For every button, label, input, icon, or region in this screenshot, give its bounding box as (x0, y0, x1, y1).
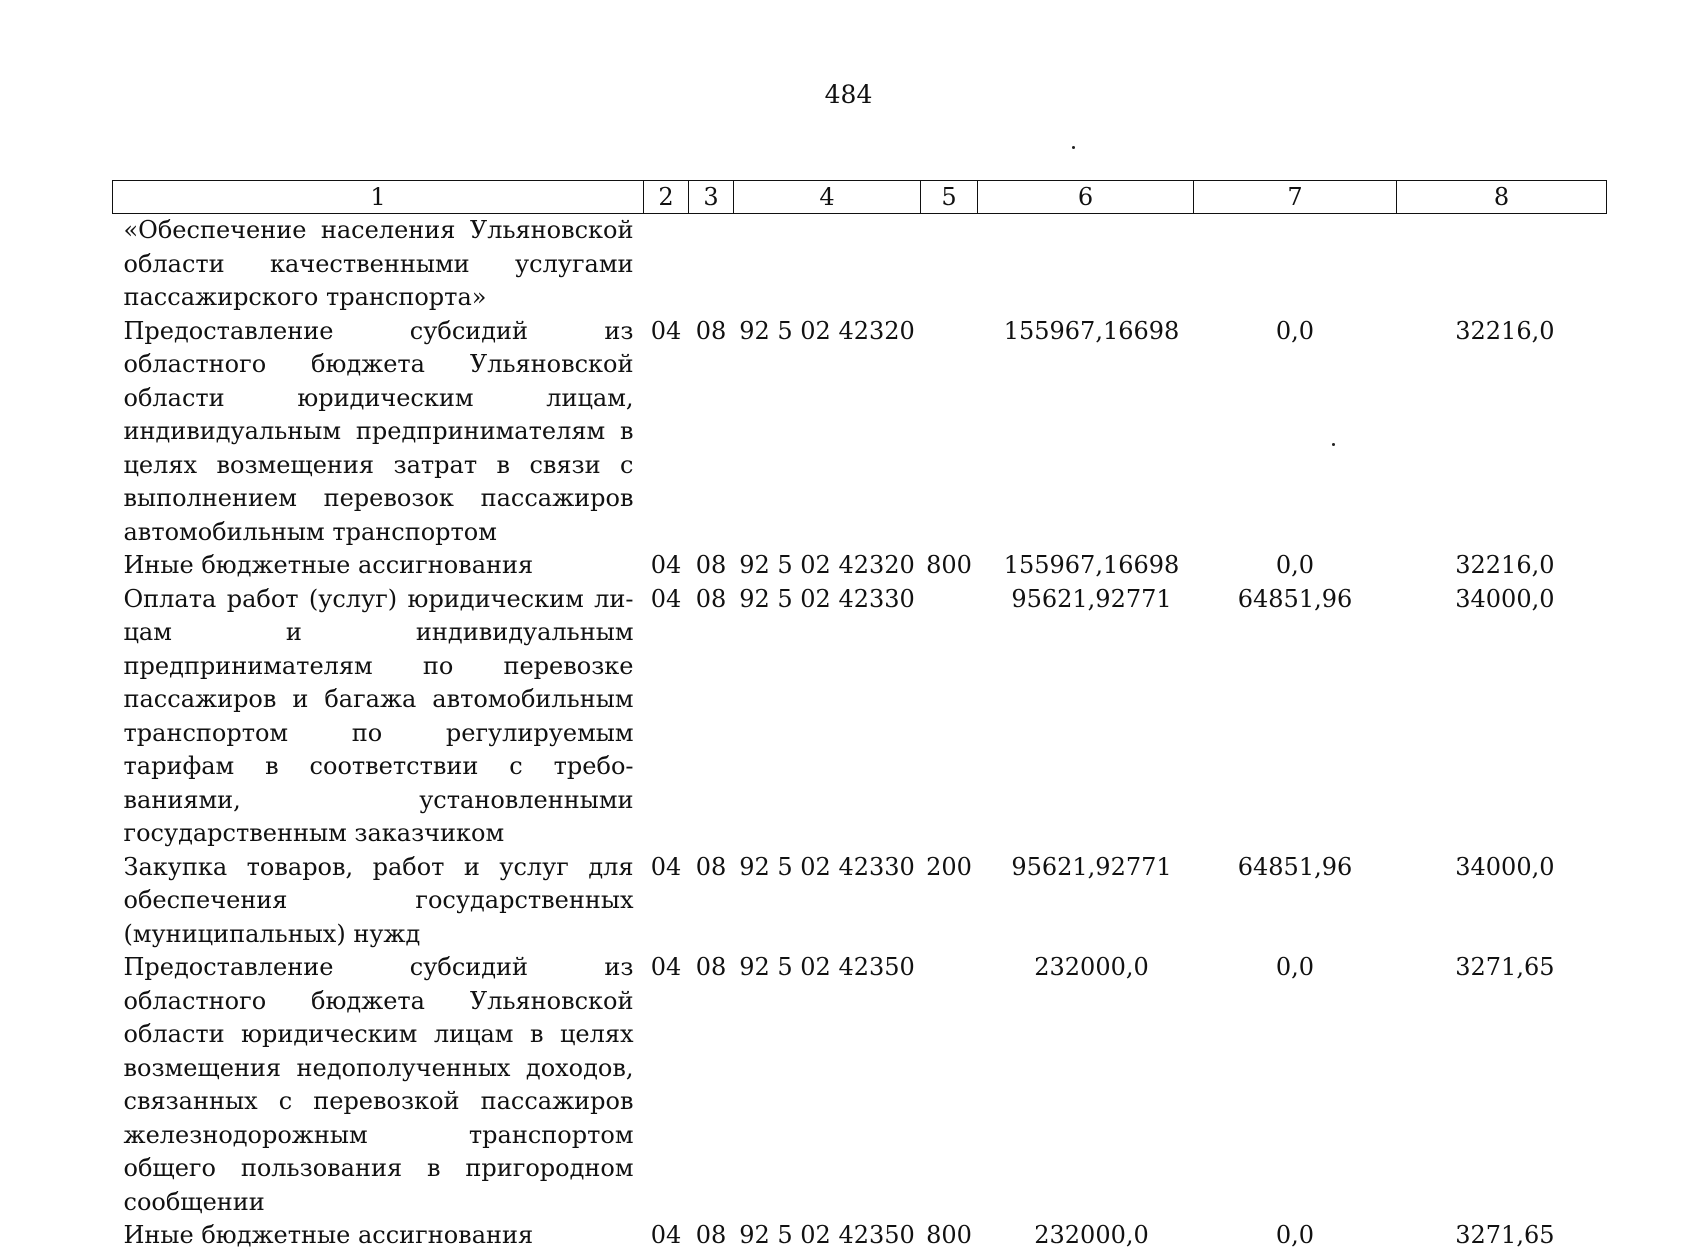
row-name: «Обеспечение населения Ульяновской области качественными услугами пассажирского транспорта» (123, 216, 634, 311)
row-value-8: 34000,0 (1455, 584, 1555, 613)
row-value-6: 155967,16698 (1003, 316, 1180, 345)
row-value-8: 32216,0 (1455, 551, 1555, 579)
row-section (644, 214, 689, 315)
row-target-article: 92 5 02 42330 (739, 852, 915, 881)
row-section: 04 (650, 584, 682, 613)
row-value-6: 232000,0 (1034, 953, 1149, 981)
row-expense-type: 200 (926, 852, 972, 881)
table-row (113, 214, 1607, 315)
row-value-7: 0,0 (1275, 1221, 1315, 1249)
header-col-1: 1 (113, 181, 644, 214)
row-subsection: 08 (695, 1221, 727, 1249)
row-value-8: 32216,0 (1455, 316, 1555, 345)
row-target-article: 92 5 02 42350 (739, 953, 915, 981)
row-expense-type (921, 214, 978, 315)
header-col-3: 3 (689, 181, 734, 214)
row-value-7: 0,0 (1275, 551, 1315, 579)
row-value-6: 95621,92771 (1011, 852, 1172, 881)
row-target-article: 92 5 02 42330 (739, 584, 915, 613)
row-section: 04 (650, 316, 682, 345)
table-row (113, 951, 1607, 1219)
table-row (113, 583, 1607, 851)
row-expense-type (921, 583, 978, 851)
budget-table (112, 180, 1607, 1253)
row-value-7: 64851,96 (1237, 852, 1353, 881)
row-value-7: 64851,96 (1237, 584, 1353, 613)
row-value-6 (978, 214, 1194, 315)
row-subsection: 08 (695, 551, 727, 579)
row-section: 04 (650, 551, 682, 579)
header-col-2: 2 (644, 181, 689, 214)
table-body (113, 214, 1607, 1253)
row-target-article (734, 214, 921, 315)
row-subsection: 08 (695, 584, 727, 613)
row-value-7 (1194, 214, 1397, 315)
row-value-8 (1397, 214, 1607, 315)
header-col-4: 4 (734, 181, 921, 214)
row-name: Предоставление субсидий из областного бюджета Ульяновской области юридическим лицам, индивидуальным предпринимателям в целях возмещения затрат в связи с выполнением перевозок пассажиров автомобильным транспортом (123, 316, 634, 546)
row-value-8: 34000,0 (1455, 852, 1555, 881)
row-subsection: 08 (695, 852, 727, 881)
scan-speck (1072, 146, 1075, 149)
row-expense-type (921, 315, 978, 550)
row-value-7: 0,0 (1275, 316, 1315, 345)
row-name: Иные бюджетные ассигнования (123, 551, 534, 579)
row-expense-type (921, 951, 978, 1219)
row-value-6: 95621,92771 (1011, 584, 1172, 613)
row-name: Предоставление субсидий из областного бюджета Ульяновской области юридическим лицам в целях возмещения недополученных доходов, связанных с перевозкой пассажиров железнодорожным транспортом общего пользования в пригородном сообщении (123, 953, 634, 1216)
header-col-7: 7 (1194, 181, 1397, 214)
row-value-7: 0,0 (1275, 953, 1315, 981)
header-col-5: 5 (921, 181, 978, 214)
row-section: 04 (650, 953, 682, 981)
row-subsection: 08 (695, 953, 727, 981)
table-row (113, 549, 1607, 583)
table-row (113, 315, 1607, 550)
row-name: Закупка товаров, работ и услуг для обеспечения государственных (муниципальных) нужд (123, 852, 634, 948)
header-col-8: 8 (1397, 181, 1607, 214)
row-target-article: 92 5 02 42350 (739, 1221, 915, 1249)
row-name: Иные бюджетные ассигнования (123, 1221, 534, 1249)
table-header (113, 181, 1607, 214)
page-number: 484 (824, 80, 873, 109)
table-row (113, 1219, 1607, 1253)
header-col-6: 6 (978, 181, 1194, 214)
row-target-article: 92 5 02 42320 (739, 551, 915, 579)
table-row (113, 851, 1607, 952)
row-target-article: 92 5 02 42320 (739, 316, 915, 345)
row-name: Оплата работ (услуг) юридическим лицам и индивидуальным предпринимателям по перевозке пассажиров и багажа автомобильным транспортом по регулируемым тарифам в соответствии с требованиями, установленными государственным заказчиком (123, 584, 634, 847)
row-value-6: 155967,16698 (1003, 551, 1180, 579)
row-value-8: 3271,65 (1455, 1221, 1555, 1249)
row-value-8: 3271,65 (1455, 953, 1555, 981)
row-subsection (689, 214, 734, 315)
row-value-6: 232000,0 (1034, 1221, 1149, 1249)
row-subsection: 08 (695, 316, 727, 345)
row-section: 04 (650, 852, 682, 881)
row-expense-type: 800 (926, 1221, 972, 1249)
row-section: 04 (650, 1221, 682, 1249)
row-expense-type: 800 (926, 551, 972, 579)
header-row (113, 181, 1607, 214)
